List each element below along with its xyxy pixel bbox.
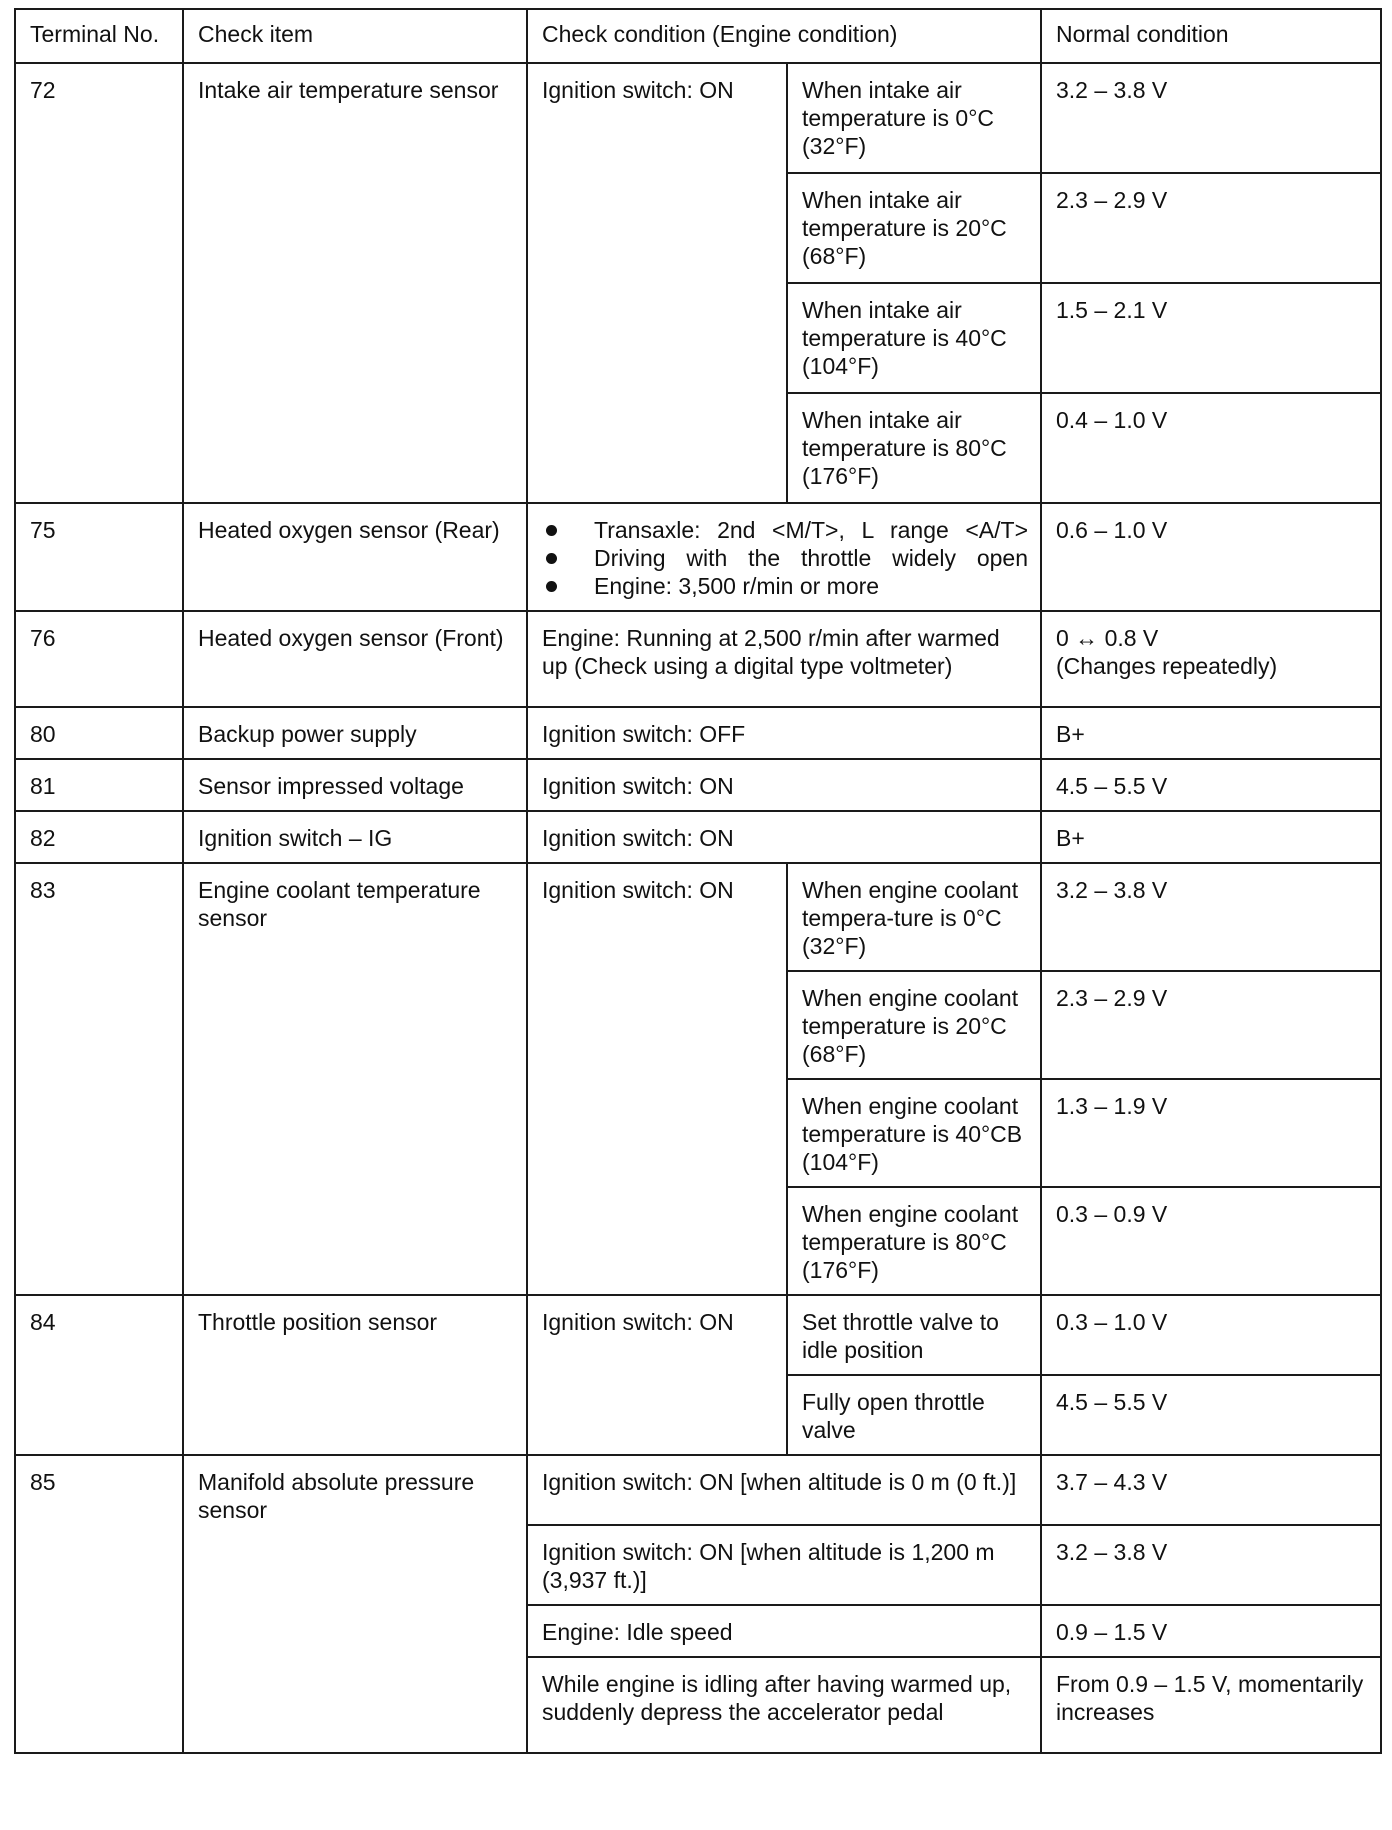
- condition-bullet: [542, 572, 1028, 600]
- check-item: Engine coolant temperature sensor: [183, 863, 527, 1295]
- condition-detail: Set throttle valve to idle position: [787, 1295, 1041, 1375]
- check-item: Manifold absolute pressure sensor: [183, 1455, 527, 1753]
- terminal-number: 75: [15, 503, 183, 611]
- normal-value: [1041, 611, 1381, 707]
- normal-value: 0.3 – 1.0 V: [1041, 1295, 1381, 1375]
- normal-value: 3.2 – 3.8 V: [1041, 863, 1381, 971]
- terminal-number: 85: [15, 1455, 183, 1753]
- normal-value: 3.2 – 3.8 V: [1041, 63, 1381, 173]
- terminal-number: 81: [15, 759, 183, 811]
- terminal-number: 83: [15, 863, 183, 1295]
- condition-detail: Fully open throttle valve: [787, 1375, 1041, 1455]
- check-condition: Ignition switch: ON: [527, 811, 1041, 863]
- condition-bullet-list: [542, 516, 1028, 600]
- check-item: Sensor impressed voltage: [183, 759, 527, 811]
- table-row: [15, 1295, 1381, 1375]
- terminal-number: 82: [15, 811, 183, 863]
- check-condition: Ignition switch: OFF: [527, 707, 1041, 759]
- table-row: [15, 759, 1381, 811]
- table-row: [15, 1455, 1381, 1525]
- check-condition: Ignition switch: ON [when altitude is 1,200 m (3,937 ft.)]: [527, 1525, 1041, 1605]
- condition-bullet: [542, 516, 1028, 544]
- check-condition: Engine: Idle speed: [527, 1605, 1041, 1657]
- normal-value-note: (Changes repeatedly): [1056, 653, 1278, 679]
- normal-value: 4.5 – 5.5 V: [1041, 1375, 1381, 1455]
- bullet-text: Transaxle: 2nd <M/T>, L range <A/T>: [594, 517, 1028, 543]
- check-item: Heated oxygen sensor (Rear): [183, 503, 527, 611]
- normal-value: 3.2 – 3.8 V: [1041, 1525, 1381, 1605]
- header-check-condition: Check condition (Engine condition): [527, 9, 1041, 63]
- table-row: [15, 811, 1381, 863]
- normal-value: B+: [1041, 811, 1381, 863]
- bullet-icon: [546, 525, 557, 536]
- normal-value: 2.3 – 2.9 V: [1041, 971, 1381, 1079]
- header-row: [15, 9, 1381, 63]
- condition-detail: When engine coolant tempera-ture is 0°C (32°F): [787, 863, 1041, 971]
- check-condition: While engine is idling after having warmed up, suddenly depress the accelerator pedal: [527, 1657, 1041, 1753]
- check-item: Throttle position sensor: [183, 1295, 527, 1455]
- header-check-item: Check item: [183, 9, 527, 63]
- bullet-icon: [546, 553, 557, 564]
- header-normal-condition: Normal condition: [1041, 9, 1381, 63]
- check-item: Heated oxygen sensor (Front): [183, 611, 527, 707]
- check-condition: Ignition switch: ON: [527, 63, 787, 503]
- check-item: Backup power supply: [183, 707, 527, 759]
- bullet-text: Driving with the throttle widely open: [594, 545, 1028, 571]
- check-condition: Ignition switch: ON: [527, 863, 787, 1295]
- terminal-number: 72: [15, 63, 183, 503]
- condition-bullet: [542, 544, 1028, 572]
- normal-value: 0.9 – 1.5 V: [1041, 1605, 1381, 1657]
- check-condition: Engine: Running at 2,500 r/min after warmed up (Check using a digital type voltmeter): [527, 611, 1041, 707]
- condition-detail: When engine coolant temperature is 40°CB (104°F): [787, 1079, 1041, 1187]
- bullet-text: Engine: 3,500 r/min or more: [594, 573, 880, 599]
- normal-value: 1.5 – 2.1 V: [1041, 283, 1381, 393]
- condition-detail: When engine coolant temperature is 20°C (68°F): [787, 971, 1041, 1079]
- header-terminal: Terminal No.: [15, 9, 183, 63]
- condition-detail: When intake air temperature is 80°C (176°F): [787, 393, 1041, 503]
- normal-value: 4.5 – 5.5 V: [1041, 759, 1381, 811]
- normal-value: 0.6 – 1.0 V: [1041, 503, 1381, 611]
- normal-value: 0.4 – 1.0 V: [1041, 393, 1381, 503]
- check-condition: Ignition switch: ON: [527, 1295, 787, 1455]
- terminal-number: 84: [15, 1295, 183, 1455]
- table-row: [15, 863, 1381, 971]
- normal-value-line: 0 ↔ 0.8 V: [1056, 625, 1159, 651]
- condition-detail: When intake air temperature is 40°C (104°F): [787, 283, 1041, 393]
- check-condition: [527, 503, 1041, 611]
- table-row: [15, 63, 1381, 173]
- terminal-number: 76: [15, 611, 183, 707]
- check-table: [14, 8, 1382, 1754]
- condition-detail: When intake air temperature is 0°C (32°F): [787, 63, 1041, 173]
- normal-value: 2.3 – 2.9 V: [1041, 173, 1381, 283]
- table-row: [15, 707, 1381, 759]
- condition-detail: When engine coolant temperature is 80°C (176°F): [787, 1187, 1041, 1295]
- check-item: Intake air temperature sensor: [183, 63, 527, 503]
- bullet-icon: [546, 581, 557, 592]
- normal-value: 1.3 – 1.9 V: [1041, 1079, 1381, 1187]
- check-condition: Ignition switch: ON: [527, 759, 1041, 811]
- condition-detail: When intake air temperature is 20°C (68°F): [787, 173, 1041, 283]
- normal-value: 0.3 – 0.9 V: [1041, 1187, 1381, 1295]
- terminal-number: 80: [15, 707, 183, 759]
- normal-value: 3.7 – 4.3 V: [1041, 1455, 1381, 1525]
- check-item: Ignition switch – IG: [183, 811, 527, 863]
- normal-value: From 0.9 – 1.5 V, momentarily increases: [1041, 1657, 1381, 1753]
- table-row: [15, 611, 1381, 707]
- normal-value: B+: [1041, 707, 1381, 759]
- check-condition: Ignition switch: ON [when altitude is 0 m (0 ft.)]: [527, 1455, 1041, 1525]
- table-row: [15, 503, 1381, 611]
